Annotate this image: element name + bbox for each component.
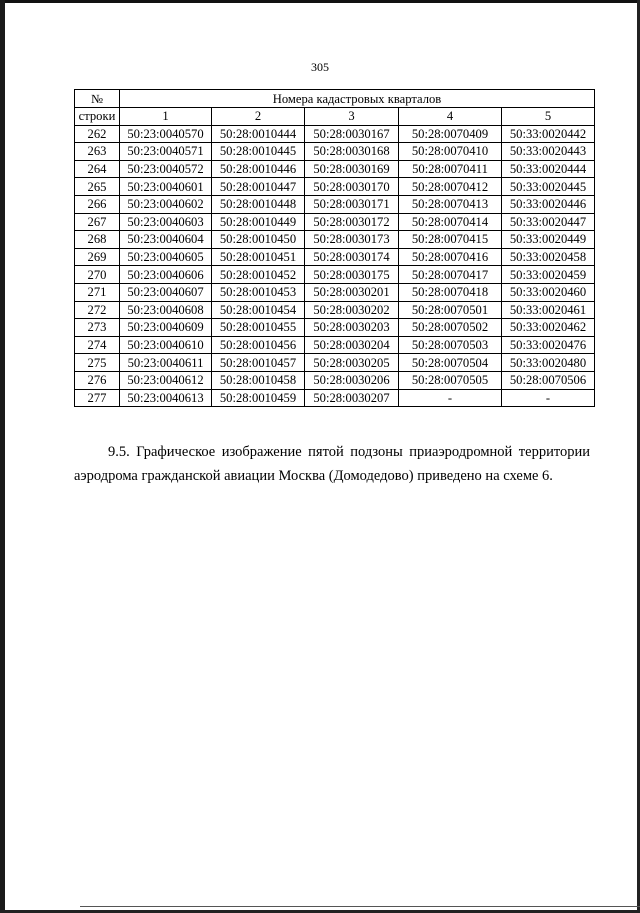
cadastral-number-cell: 50:23:0040602 xyxy=(120,195,212,213)
cadastral-number-cell: 50:33:0020444 xyxy=(502,160,595,178)
cadastral-number-cell: 50:28:0010444 xyxy=(212,125,305,143)
column-header: 2 xyxy=(212,108,305,126)
table-row xyxy=(75,283,595,301)
cadastral-number-cell: 50:28:0070502 xyxy=(399,319,502,337)
row-number-cell: 267 xyxy=(75,213,120,231)
row-number-cell: 262 xyxy=(75,125,120,143)
cadastral-number-cell: 50:28:0030173 xyxy=(305,231,399,249)
cadastral-number-cell: 50:28:0030201 xyxy=(305,283,399,301)
table-row xyxy=(75,248,595,266)
cadastral-number-cell: 50:23:0040611 xyxy=(120,354,212,372)
cadastral-number-cell: 50:33:0020446 xyxy=(502,195,595,213)
cadastral-number-cell: 50:28:0030172 xyxy=(305,213,399,231)
row-number-cell: 268 xyxy=(75,231,120,249)
cadastral-number-cell: 50:28:0070417 xyxy=(399,266,502,284)
cadastral-number-cell: 50:23:0040571 xyxy=(120,143,212,161)
row-number-cell: 264 xyxy=(75,160,120,178)
cadastral-number-cell: 50:28:0030202 xyxy=(305,301,399,319)
cadastral-number-cell: 50:23:0040607 xyxy=(120,283,212,301)
table-column-numbers-row xyxy=(75,108,595,126)
row-number-cell: 271 xyxy=(75,283,120,301)
cadastral-number-cell: 50:23:0040610 xyxy=(120,336,212,354)
cadastral-number-cell: 50:28:0030205 xyxy=(305,354,399,372)
table-row xyxy=(75,231,595,249)
cadastral-number-cell: 50:28:0010449 xyxy=(212,213,305,231)
row-number-cell: 265 xyxy=(75,178,120,196)
cadastral-number-cell: 50:28:0010450 xyxy=(212,231,305,249)
row-number-cell: 266 xyxy=(75,195,120,213)
cadastral-number-cell: 50:28:0030204 xyxy=(305,336,399,354)
row-number-cell: 263 xyxy=(75,143,120,161)
cadastral-number-cell: 50:28:0070414 xyxy=(399,213,502,231)
cadastral-number-cell: 50:28:0030207 xyxy=(305,389,399,407)
table-row xyxy=(75,160,595,178)
cadastral-number-cell: 50:28:0010452 xyxy=(212,266,305,284)
cadastral-number-cell: 50:28:0010447 xyxy=(212,178,305,196)
cadastral-number-cell: 50:28:0070412 xyxy=(399,178,502,196)
row-number-header-bottom: строки xyxy=(75,108,120,126)
cadastral-number-cell: 50:28:0010445 xyxy=(212,143,305,161)
cadastral-number-cell: 50:23:0040606 xyxy=(120,266,212,284)
cadastral-number-cell: 50:23:0040605 xyxy=(120,248,212,266)
cadastral-number-cell: 50:28:0030167 xyxy=(305,125,399,143)
cadastral-number-cell: 50:33:0020480 xyxy=(502,354,595,372)
table-row xyxy=(75,143,595,161)
cadastral-number-cell: 50:28:0070416 xyxy=(399,248,502,266)
cadastral-number-cell: 50:33:0020445 xyxy=(502,178,595,196)
row-number-cell: 270 xyxy=(75,266,120,284)
row-number-cell: 277 xyxy=(75,389,120,407)
cadastral-number-cell: 50:33:0020442 xyxy=(502,125,595,143)
table-row xyxy=(75,354,595,372)
table-row xyxy=(75,178,595,196)
table-row xyxy=(75,389,595,407)
cadastral-number-cell: 50:28:0070410 xyxy=(399,143,502,161)
cadastral-number-cell: 50:23:0040604 xyxy=(120,231,212,249)
cadastral-number-cell: 50:28:0070413 xyxy=(399,195,502,213)
cadastral-number-cell: 50:28:0070503 xyxy=(399,336,502,354)
column-header: 5 xyxy=(502,108,595,126)
cadastral-number-cell: 50:23:0040601 xyxy=(120,178,212,196)
cadastral-number-cell: 50:28:0010454 xyxy=(212,301,305,319)
cadastral-number-cell: 50:28:0010458 xyxy=(212,371,305,389)
cadastral-number-cell: 50:33:0020459 xyxy=(502,266,595,284)
cadastral-number-cell: 50:28:0070415 xyxy=(399,231,502,249)
column-header: 4 xyxy=(399,108,502,126)
cadastral-number-cell: 50:28:0030174 xyxy=(305,248,399,266)
cadastral-quarters-table xyxy=(74,89,595,407)
cadastral-number-cell: 50:33:0020460 xyxy=(502,283,595,301)
cadastral-number-cell: 50:33:0020462 xyxy=(502,319,595,337)
row-number-cell: 274 xyxy=(75,336,120,354)
cadastral-number-cell: 50:33:0020447 xyxy=(502,213,595,231)
cadastral-number-cell: 50:28:0010453 xyxy=(212,283,305,301)
cadastral-number-cell: 50:23:0040612 xyxy=(120,371,212,389)
cadastral-number-cell: 50:33:0020461 xyxy=(502,301,595,319)
table-row xyxy=(75,319,595,337)
page-number: 305 xyxy=(311,60,329,74)
cadastral-number-cell: 50:23:0040613 xyxy=(120,389,212,407)
table-row xyxy=(75,213,595,231)
cadastral-number-cell: 50:28:0070505 xyxy=(399,371,502,389)
cadastral-number-cell: 50:28:0030169 xyxy=(305,160,399,178)
scan-border-left xyxy=(0,0,5,913)
cadastral-number-cell: 50:28:0010455 xyxy=(212,319,305,337)
cadastral-number-cell: 50:28:0070501 xyxy=(399,301,502,319)
cadastral-number-cell: 50:28:0030175 xyxy=(305,266,399,284)
cadastral-number-cell: 50:33:0020476 xyxy=(502,336,595,354)
cadastral-number-cell: 50:28:0030170 xyxy=(305,178,399,196)
cadastral-number-cell: 50:28:0030203 xyxy=(305,319,399,337)
table-header-row xyxy=(75,90,595,108)
row-number-header-top: № xyxy=(75,90,120,108)
cadastral-number-cell: 50:23:0040609 xyxy=(120,319,212,337)
cadastral-number-cell: 50:28:0070411 xyxy=(399,160,502,178)
scan-line-bottom xyxy=(80,906,640,907)
table-row xyxy=(75,125,595,143)
row-number-cell: 269 xyxy=(75,248,120,266)
row-number-cell: 276 xyxy=(75,371,120,389)
cadastral-number-cell: 50:28:0010446 xyxy=(212,160,305,178)
table-row xyxy=(75,266,595,284)
table-row xyxy=(75,195,595,213)
cadastral-number-cell: 50:33:0020443 xyxy=(502,143,595,161)
cadastral-number-cell: - xyxy=(399,389,502,407)
cadastral-number-cell: 50:28:0030206 xyxy=(305,371,399,389)
cadastral-number-cell: 50:28:0070504 xyxy=(399,354,502,372)
table-row xyxy=(75,336,595,354)
cadastral-number-cell: 50:28:0070409 xyxy=(399,125,502,143)
cadastral-number-cell: 50:28:0010451 xyxy=(212,248,305,266)
cadastral-number-cell: - xyxy=(502,389,595,407)
cadastral-number-cell: 50:28:0070418 xyxy=(399,283,502,301)
row-number-cell: 275 xyxy=(75,354,120,372)
cadastral-number-cell: 50:28:0010448 xyxy=(212,195,305,213)
scan-border-top xyxy=(0,0,640,3)
cadastral-number-cell: 50:28:0010459 xyxy=(212,389,305,407)
row-number-cell: 273 xyxy=(75,319,120,337)
group-header: Номера кадастровых кварталов xyxy=(120,90,595,108)
cadastral-number-cell: 50:28:0010457 xyxy=(212,354,305,372)
column-header: 3 xyxy=(305,108,399,126)
column-header: 1 xyxy=(120,108,212,126)
table-row xyxy=(75,371,595,389)
cadastral-number-cell: 50:23:0040572 xyxy=(120,160,212,178)
cadastral-number-cell: 50:28:0010456 xyxy=(212,336,305,354)
cadastral-number-cell: 50:28:0030171 xyxy=(305,195,399,213)
paragraph-9-5: 9.5. Графическое изображение пятой подзоны приаэродромной территории аэродрома гражданской авиации Москва (Домодедово) приведено на схеме 6. xyxy=(74,444,590,484)
cadastral-number-cell: 50:28:0070506 xyxy=(502,371,595,389)
cadastral-number-cell: 50:33:0020449 xyxy=(502,231,595,249)
cadastral-number-cell: 50:23:0040603 xyxy=(120,213,212,231)
table-row xyxy=(75,301,595,319)
cadastral-number-cell: 50:23:0040608 xyxy=(120,301,212,319)
cadastral-number-cell: 50:23:0040570 xyxy=(120,125,212,143)
cadastral-number-cell: 50:28:0030168 xyxy=(305,143,399,161)
row-number-cell: 272 xyxy=(75,301,120,319)
cadastral-number-cell: 50:33:0020458 xyxy=(502,248,595,266)
